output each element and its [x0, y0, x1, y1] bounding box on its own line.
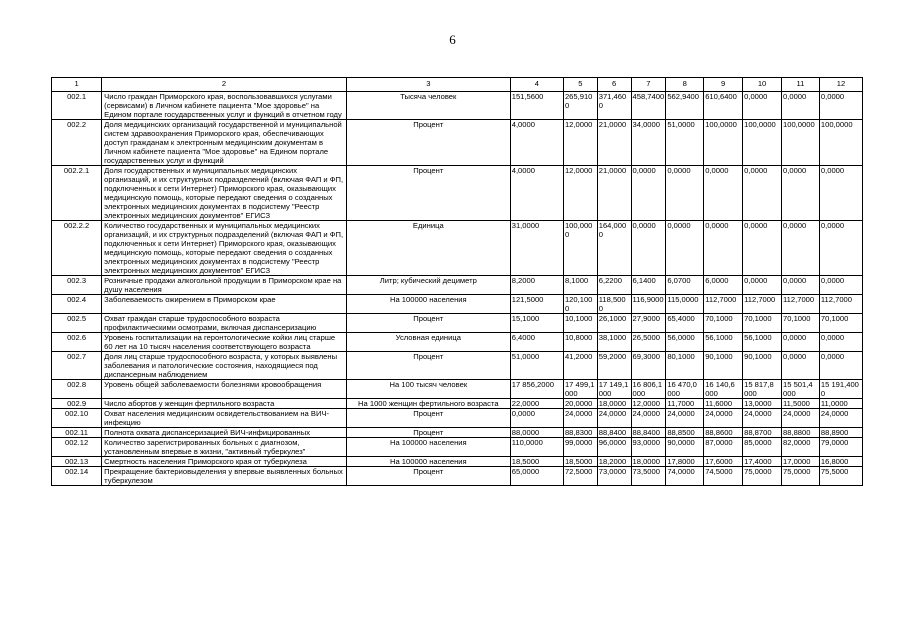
indicator-value: 0,0000 [782, 92, 820, 120]
indicator-code: 002.2 [52, 120, 102, 166]
indicator-value: 70,1000 [704, 314, 743, 333]
table-row [52, 438, 863, 457]
indicator-value: 21,0000 [597, 166, 631, 221]
indicator-value: 90,1000 [704, 352, 743, 380]
indicator-value: 17 499,1 000 [563, 380, 597, 399]
indicator-value: 24,0000 [743, 409, 782, 428]
indicator-code: 002.5 [52, 314, 102, 333]
indicator-code: 002.2.2 [52, 221, 102, 276]
indicator-value: 41,2000 [563, 352, 597, 380]
indicator-name: Полнота охвата диспансеризацией ВИЧ-инфицированных [102, 428, 347, 438]
indicator-value: 8,1000 [563, 276, 597, 295]
page-number: 6 [449, 32, 456, 47]
column-header: 3 [346, 78, 510, 92]
indicator-value: 70,1000 [782, 314, 820, 333]
indicator-value: 70,1000 [819, 314, 862, 333]
indicator-value: 112,7000 [743, 295, 782, 314]
indicator-value: 80,1000 [666, 352, 704, 380]
indicator-value: 74,0000 [666, 467, 704, 486]
table-row [52, 428, 863, 438]
indicator-name: Количество государственных и муниципальных медицинских организаций, и их структурных подразделений (включая ФАП и ФП, подключенных к сети Интернет) Приморского края, оказывающих медицинскую помощь, которые передают сведения о созданных электронных медицинских документах в подсистему "Реестр электронных медицинских документов" ЕГИСЗ [102, 221, 347, 276]
indicator-value: 16 470,0 000 [666, 380, 704, 399]
indicator-code: 002.12 [52, 438, 102, 457]
indicator-name: Заболеваемость ожирением в Приморском крае [102, 295, 347, 314]
indicator-value: 112,7000 [704, 295, 743, 314]
indicator-value: 75,0000 [782, 467, 820, 486]
indicator-value: 0,0000 [743, 166, 782, 221]
indicator-value: 99,0000 [563, 438, 597, 457]
indicator-value: 100,0000 [704, 120, 743, 166]
indicator-unit: Литр; кубический дециметр [346, 276, 510, 295]
indicator-value: 15 501,4 000 [782, 380, 820, 399]
indicator-value: 16 806,1 000 [631, 380, 666, 399]
table-row [52, 380, 863, 399]
indicator-unit: На 100000 населения [346, 457, 510, 467]
column-header: 11 [782, 78, 820, 92]
indicator-value: 73,0000 [597, 467, 631, 486]
indicator-value: 17,6000 [704, 457, 743, 467]
indicator-value: 51,0000 [510, 352, 563, 380]
table-row [52, 166, 863, 221]
indicator-value: 118,5000 [597, 295, 631, 314]
indicator-value: 93,0000 [631, 438, 666, 457]
indicator-value: 12,0000 [563, 166, 597, 221]
indicator-value: 24,0000 [631, 409, 666, 428]
column-header: 1 [52, 78, 102, 92]
column-header: 10 [743, 78, 782, 92]
indicator-value: 371,4600 [597, 92, 631, 120]
indicator-code: 002.6 [52, 333, 102, 352]
indicator-value: 24,0000 [819, 409, 862, 428]
column-header: 8 [666, 78, 704, 92]
indicator-value: 17 149,1 000 [597, 380, 631, 399]
indicator-value: 24,0000 [597, 409, 631, 428]
indicator-code: 002.9 [52, 399, 102, 409]
indicator-code: 002.13 [52, 457, 102, 467]
indicator-value: 100,0000 [563, 221, 597, 276]
indicator-value: 4,0000 [510, 166, 563, 221]
indicator-value: 18,5000 [563, 457, 597, 467]
indicator-value: 34,0000 [631, 120, 666, 166]
indicator-value: 17,8000 [666, 457, 704, 467]
indicator-name: Доля государственных и муниципальных медицинских организаций, и их структурных подразделений (включая ФАП и ФП, подключенных к сети Интернет) Приморского края, оказывающих медицинскую помощь, которые передают сведения о созданных электронных медицинских документах в подсистему "Реестр электронных медицинских документов" ЕГИСЗ [102, 166, 347, 221]
table-row [52, 352, 863, 380]
indicator-value: 0,0000 [666, 221, 704, 276]
indicator-value: 88,8300 [563, 428, 597, 438]
indicator-code: 002.3 [52, 276, 102, 295]
indicator-code: 002.4 [52, 295, 102, 314]
indicator-value: 56,1000 [743, 333, 782, 352]
column-header: 4 [510, 78, 563, 92]
indicator-value: 27,9000 [631, 314, 666, 333]
indicator-value: 22,0000 [510, 399, 563, 409]
indicator-value: 115,0000 [666, 295, 704, 314]
table-row [52, 467, 863, 486]
indicator-value: 8,2000 [510, 276, 563, 295]
indicator-value: 85,0000 [743, 438, 782, 457]
indicator-value: 56,0000 [666, 333, 704, 352]
indicator-value: 100,0000 [743, 120, 782, 166]
indicator-value: 6,0700 [666, 276, 704, 295]
indicator-value: 562,9400 [666, 92, 704, 120]
indicator-value: 10,8000 [563, 333, 597, 352]
indicator-value: 0,0000 [666, 166, 704, 221]
indicator-value: 0,0000 [782, 352, 820, 380]
indicator-value: 15 191,400 0 [819, 380, 862, 399]
indicator-name: Уровень госпитализации на геронтологические койки лиц старше 60 лет на 10 тысяч населения соответствующего возраста [102, 333, 347, 352]
indicator-value: 65,0000 [510, 467, 563, 486]
indicator-code: 002.7 [52, 352, 102, 380]
indicator-value: 458,7400 [631, 92, 666, 120]
indicator-value: 11,5000 [782, 399, 820, 409]
indicator-value: 88,8400 [597, 428, 631, 438]
indicator-value: 88,8500 [666, 428, 704, 438]
indicator-value: 75,0000 [743, 467, 782, 486]
indicator-value: 18,0000 [631, 457, 666, 467]
table-row [52, 457, 863, 467]
indicator-value: 88,8800 [782, 428, 820, 438]
indicator-value: 6,0000 [704, 276, 743, 295]
indicator-code: 002.8 [52, 380, 102, 399]
indicator-value: 87,0000 [704, 438, 743, 457]
indicator-value: 56,1000 [704, 333, 743, 352]
indicator-unit: На 100000 населения [346, 438, 510, 457]
indicator-value: 121,5000 [510, 295, 563, 314]
indicator-value: 120,1000 [563, 295, 597, 314]
table-row [52, 221, 863, 276]
indicator-unit: Условная единица [346, 333, 510, 352]
indicator-value: 265,9100 [563, 92, 597, 120]
indicator-code: 002.14 [52, 467, 102, 486]
indicator-unit: На 100 тысяч человек [346, 380, 510, 399]
indicator-value: 69,3000 [631, 352, 666, 380]
indicator-name: Уровень общей заболеваемости болезнями кровообращения [102, 380, 347, 399]
indicator-code: 002.1 [52, 92, 102, 120]
indicator-name: Розничные продажи алкогольной продукции в Приморском крае на душу населения [102, 276, 347, 295]
indicator-value: 4,0000 [510, 120, 563, 166]
indicator-unit: Процент [346, 467, 510, 486]
indicator-value: 6,4000 [510, 333, 563, 352]
indicator-value: 112,7000 [782, 295, 820, 314]
indicator-unit: Процент [346, 166, 510, 221]
column-header: 7 [631, 78, 666, 92]
indicator-value: 0,0000 [782, 221, 820, 276]
indicator-value: 51,0000 [666, 120, 704, 166]
indicator-value: 16,8000 [819, 457, 862, 467]
indicator-value: 100,0000 [819, 120, 862, 166]
indicator-value: 88,0000 [510, 428, 563, 438]
indicator-value: 38,1000 [597, 333, 631, 352]
indicator-name: Прекращение бактериовыделения у впервые выявленных больных туберкулезом [102, 467, 347, 486]
indicator-value: 164,0000 [597, 221, 631, 276]
table-row [52, 120, 863, 166]
indicator-value: 24,0000 [666, 409, 704, 428]
table-row [52, 399, 863, 409]
indicator-value: 13,0000 [743, 399, 782, 409]
indicator-value: 0,0000 [819, 352, 862, 380]
indicator-value: 0,0000 [819, 166, 862, 221]
column-header: 9 [704, 78, 743, 92]
indicator-value: 20,0000 [563, 399, 597, 409]
indicator-name: Смертность населения Приморского края от туберкулеза [102, 457, 347, 467]
indicator-value: 88,8400 [631, 428, 666, 438]
indicator-value: 75,5000 [819, 467, 862, 486]
indicator-unit: На 1000 женщин фертильного возраста [346, 399, 510, 409]
indicator-value: 90,0000 [666, 438, 704, 457]
indicator-value: 70,1000 [743, 314, 782, 333]
indicator-name: Число абортов у женщин фертильного возраста [102, 399, 347, 409]
indicator-value: 73,5000 [631, 467, 666, 486]
indicator-value: 31,0000 [510, 221, 563, 276]
indicator-unit: Процент [346, 352, 510, 380]
indicator-name: Число граждан Приморского края, воспользовавшихся услугами (сервисами) в Личном кабинете пациента "Мое здоровье" на Едином портале государственных услуг и функций в отчетном году [102, 92, 347, 120]
indicator-name: Охват населения медицинским освидетельствованием на ВИЧ-инфекцию [102, 409, 347, 428]
indicator-value: 151,5600 [510, 92, 563, 120]
indicator-value: 15,1000 [510, 314, 563, 333]
indicator-code: 002.10 [52, 409, 102, 428]
indicator-name: Доля лиц старше трудоспособного возраста, у которых выявлены заболевания и патологические состояния, находящиеся под диспансерным наблюдением [102, 352, 347, 380]
table-row [52, 333, 863, 352]
indicator-value: 0,0000 [704, 221, 743, 276]
indicator-value: 0,0000 [782, 276, 820, 295]
indicator-name: Количество зарегистрированных больных с диагнозом, установленным впервые в жизни, "активный туберкулез" [102, 438, 347, 457]
indicator-value: 21,0000 [597, 120, 631, 166]
indicator-unit: Процент [346, 120, 510, 166]
indicator-value: 72,5000 [563, 467, 597, 486]
indicator-unit: Единица [346, 221, 510, 276]
indicator-value: 0,0000 [743, 92, 782, 120]
indicator-value: 11,0000 [819, 399, 862, 409]
indicator-value: 10,1000 [563, 314, 597, 333]
indicator-value: 18,2000 [597, 457, 631, 467]
indicator-code: 002.2.1 [52, 166, 102, 221]
indicator-value: 0,0000 [631, 166, 666, 221]
indicator-value: 11,6000 [704, 399, 743, 409]
indicator-name: Охват граждан старше трудоспособного возраста профилактическими осмотрами, включая диспансеризацию [102, 314, 347, 333]
indicator-value: 15 817,8 000 [743, 380, 782, 399]
indicator-code: 002.11 [52, 428, 102, 438]
indicator-value: 65,4000 [666, 314, 704, 333]
table-row [52, 314, 863, 333]
indicator-unit: Процент [346, 409, 510, 428]
indicator-value: 112,7000 [819, 295, 862, 314]
indicator-value: 110,0000 [510, 438, 563, 457]
indicator-value: 0,0000 [743, 276, 782, 295]
indicator-value: 18,5000 [510, 457, 563, 467]
table-row [52, 295, 863, 314]
indicator-value: 59,2000 [597, 352, 631, 380]
column-header: 6 [597, 78, 631, 92]
column-header: 2 [102, 78, 347, 92]
indicator-value: 0,0000 [819, 221, 862, 276]
indicator-value: 0,0000 [743, 221, 782, 276]
indicator-value: 116,9000 [631, 295, 666, 314]
indicator-unit: Тысяча человек [346, 92, 510, 120]
indicator-value: 90,1000 [743, 352, 782, 380]
indicator-value: 88,8900 [819, 428, 862, 438]
indicator-value: 79,0000 [819, 438, 862, 457]
indicator-value: 12,0000 [631, 399, 666, 409]
indicator-value: 0,0000 [782, 333, 820, 352]
column-header: 12 [819, 78, 862, 92]
indicator-value: 0,0000 [782, 166, 820, 221]
indicator-value: 0,0000 [704, 166, 743, 221]
indicators-table [51, 77, 863, 486]
indicator-value: 17,4000 [743, 457, 782, 467]
indicator-value: 74,5000 [704, 467, 743, 486]
indicator-value: 26,1000 [597, 314, 631, 333]
indicator-unit: Процент [346, 428, 510, 438]
column-header: 5 [563, 78, 597, 92]
indicator-value: 0,0000 [819, 276, 862, 295]
indicator-value: 0,0000 [510, 409, 563, 428]
indicator-value: 82,0000 [782, 438, 820, 457]
indicator-value: 24,0000 [563, 409, 597, 428]
table-row [52, 92, 863, 120]
indicator-value: 17,0000 [782, 457, 820, 467]
indicator-value: 100,0000 [782, 120, 820, 166]
indicator-value: 6,2200 [597, 276, 631, 295]
indicator-value: 12,0000 [563, 120, 597, 166]
indicator-value: 0,0000 [631, 221, 666, 276]
header-row [52, 78, 863, 92]
indicator-value: 0,0000 [819, 333, 862, 352]
indicator-value: 11,7000 [666, 399, 704, 409]
indicator-value: 24,0000 [782, 409, 820, 428]
indicator-value: 610,6400 [704, 92, 743, 120]
indicator-value: 6,1400 [631, 276, 666, 295]
indicator-value: 88,8600 [704, 428, 743, 438]
indicator-unit: Процент [346, 314, 510, 333]
indicator-value: 26,5000 [631, 333, 666, 352]
indicator-value: 88,8700 [743, 428, 782, 438]
indicator-name: Доля медицинских организаций государственной и муниципальной систем здравоохранения Приморского края, обеспечивающих доступ гражданам к электронным медицинским документам в Личном кабинете пациента "Мое здоровье" на Едином портале государственных услуг и функций [102, 120, 347, 166]
indicator-value: 0,0000 [819, 92, 862, 120]
indicator-value: 96,0000 [597, 438, 631, 457]
indicator-unit: На 100000 населения [346, 295, 510, 314]
table-row [52, 409, 863, 428]
indicator-value: 16 140,6 000 [704, 380, 743, 399]
indicator-value: 18,0000 [597, 399, 631, 409]
indicator-value: 24,0000 [704, 409, 743, 428]
table-row [52, 276, 863, 295]
indicator-value: 17 856,2000 [510, 380, 563, 399]
